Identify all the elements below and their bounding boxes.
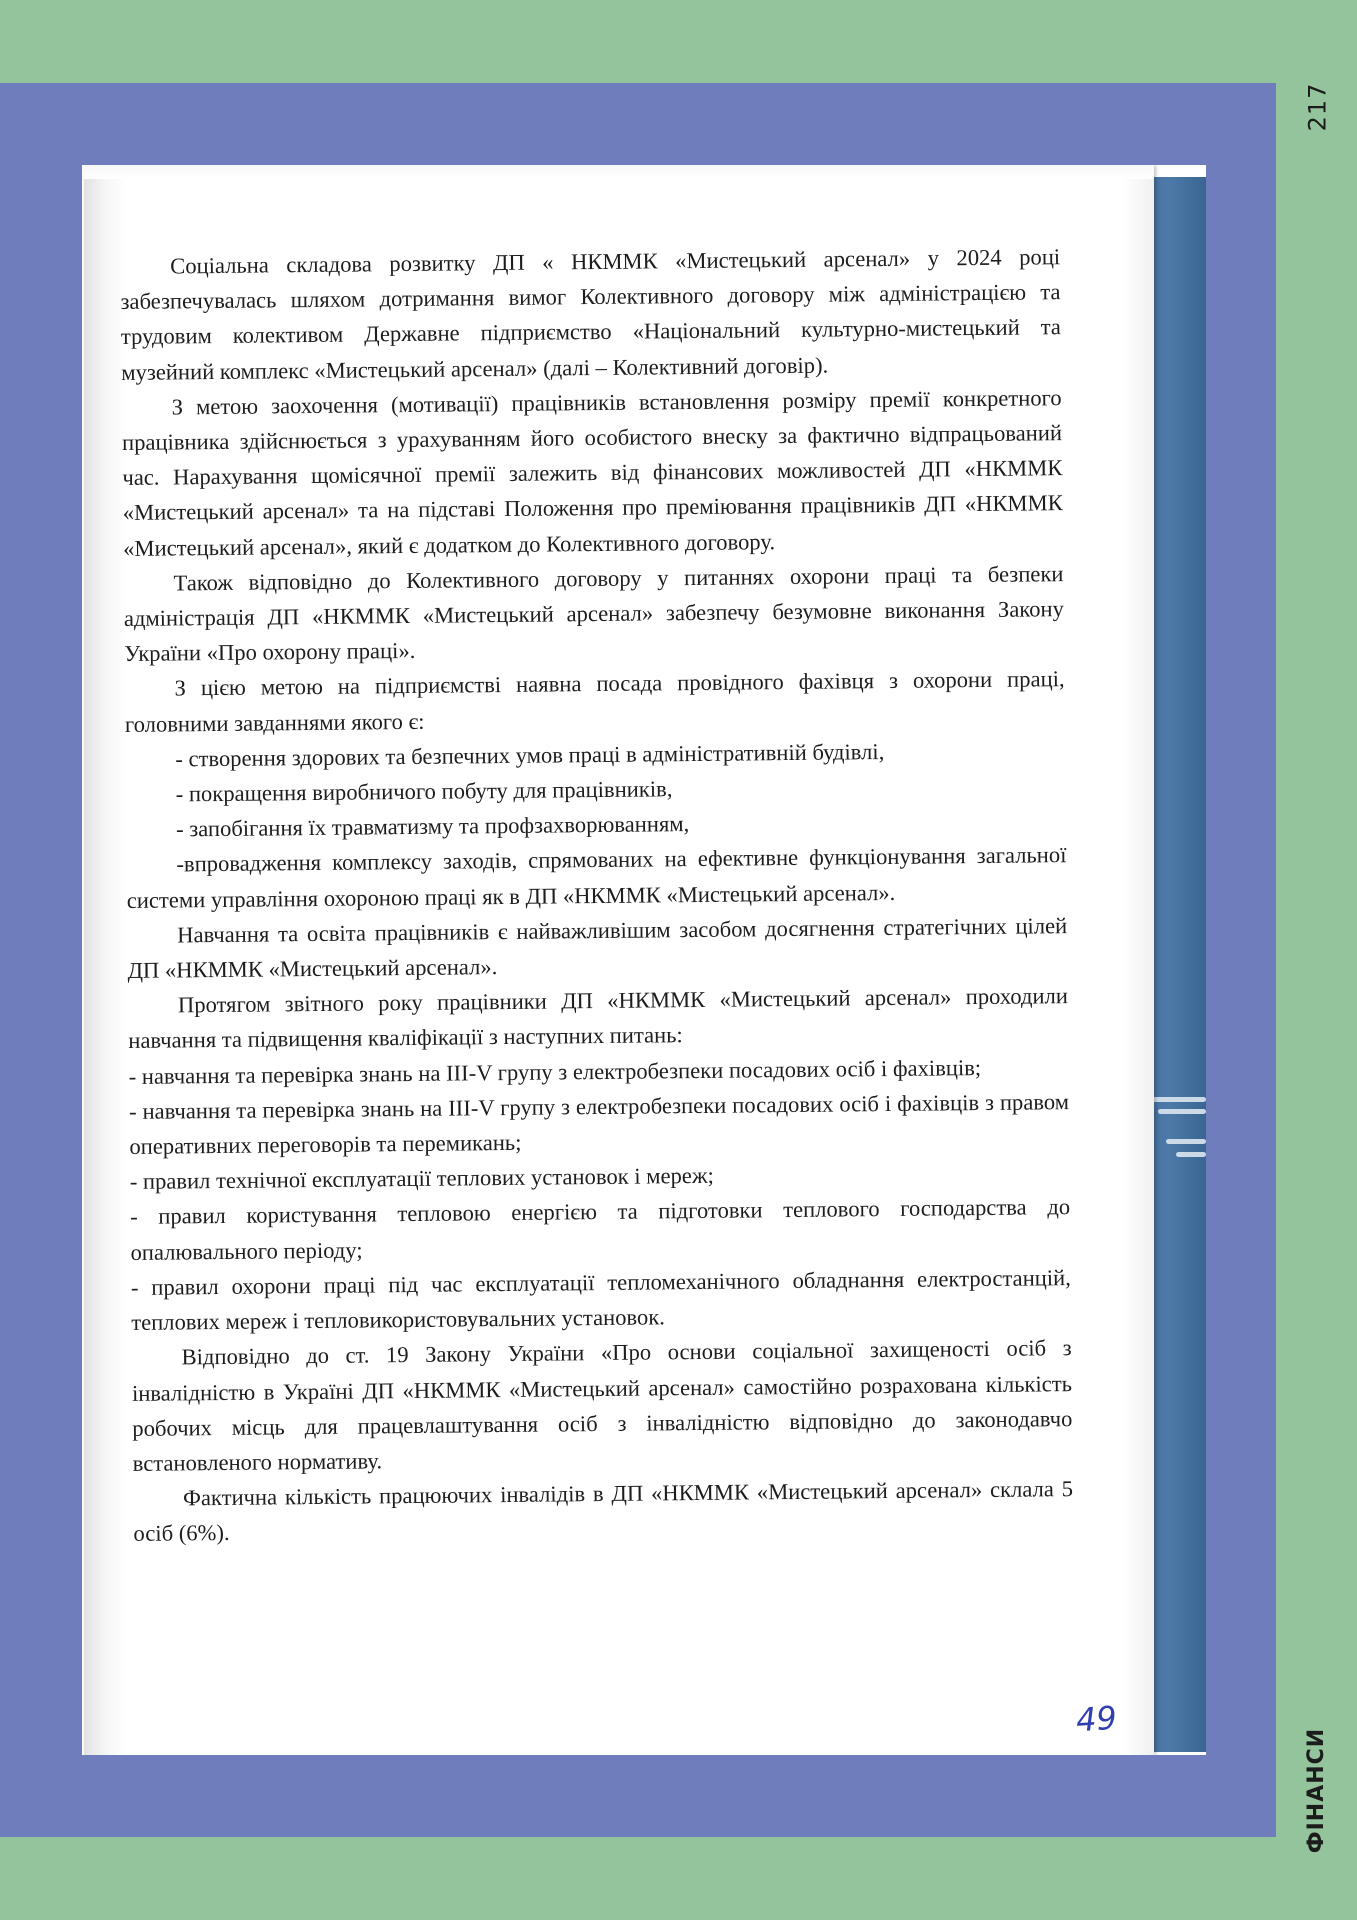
folder-thread xyxy=(1176,1152,1206,1157)
paragraph: Навчання та освіта працівників є найважливішим засобом досягнення стратегічних цілей ДП «НКММК «Мистецький арсенал». xyxy=(127,912,1068,984)
list-item: - запобігання їх травматизму та профзахворюванням, xyxy=(175,811,690,842)
folder-thread xyxy=(1166,1139,1206,1144)
scanned-document xyxy=(82,165,1206,1755)
section-label xyxy=(1277,1720,1357,1860)
list-item: - навчання та перевірка знань на III-V групу з електробезпеки посадових осіб і фахівців з правом оперативних переговорів та перемикань; xyxy=(128,1088,1070,1160)
paragraph: Протягом звітного року працівники ДП «НКММК «Мистецький арсенал» проходили навчання та підвищення кваліфікації з наступних питань: xyxy=(128,983,1069,1054)
list-item: - покращення виробничого побуту для працівників, xyxy=(175,776,673,807)
list-item: - правил технічної експлуатації теплових установок і мереж; xyxy=(129,1163,714,1195)
list-item: - правил користування тепловою енергією та підготовки теплового господарства до опалювального періоду; xyxy=(130,1194,1071,1265)
list-item: - створення здорових та безпечних умов праці в адміністративній будівлі, xyxy=(175,738,885,772)
document-sheet xyxy=(84,165,1154,1755)
list-item: - правил охорони праці під час експлуатації тепломеханічного обладнання електростанцій, теплових мереж і тепловикористовувальних установок. xyxy=(130,1264,1071,1336)
paragraph: Також відповідно до Колективного договору у питаннях охорони праці та безпеки адміністрація ДП «НКММК «Мистецький арсенал» забезпечу безумовне виконання Закону України «Про охорону праці». xyxy=(123,560,1064,667)
paragraph: Фактична кількість працюючих інвалідів в ДП «НКММК «Мистецький арсенал» склала 5 осіб (6%). xyxy=(133,1476,1074,1547)
paragraph: З метою заохочення (мотивації) працівників встановлення розміру премії конкретного працівника здійснюється з урахуванням його особистого внеску за фактично відпрацьований час. Нарахування щомісячної премії залежить від фінансових можливостей ДП «НКММК «Мистецький арсенал» та на підставі Положення про преміювання працівників ДП «НКММК «Мистецький арсенал», який є додатком до Колективного договору. xyxy=(121,384,1063,561)
paragraph: Соціальна складова розвитку ДП « НКММК «Мистецький арсенал» у 2024 році забезпечувалась шляхом дотримання вимог Колективного договору між адміністрацією та трудовим колективом Державне підприємство «Національний культурно-мистецький та музейний комплекс «Мистецький арсенал» (далі – Колективний договір). xyxy=(120,244,1061,385)
list-item: - навчання та перевірка знань на III-V групу з електробезпеки посадових осіб і фахівців; xyxy=(128,1054,982,1089)
section-label-text: ФІНАНСИ xyxy=(1304,1727,1330,1853)
paragraph: З цією метою на підприємстві наявна посада провідного фахівця з охорони праці, головними завданнями якого є: xyxy=(124,666,1065,737)
page-number xyxy=(1277,82,1357,132)
list-item: -впровадження комплексу заходів, спрямованих на ефективне функціонування загальної системи управління охороною праці як в ДП «НКММК «Мистецький арсенал». xyxy=(126,842,1067,913)
page-number-text: 217 xyxy=(1303,82,1331,132)
paragraph: Відповідно до ст. 19 Закону України «Про основи соціальної захищеності осіб з інвалідністю в Україні ДП «НКММК «Мистецький арсенал» самостійно розрахована кількість робочих місць для працевлаштування осіб з інвалідністю відповідно до законодавчо встановленого нормативу. xyxy=(131,1335,1073,1476)
handwritten-page-number: 49 xyxy=(1074,1698,1118,1740)
folder-thread xyxy=(1158,1109,1206,1114)
document-text xyxy=(120,239,1074,1551)
